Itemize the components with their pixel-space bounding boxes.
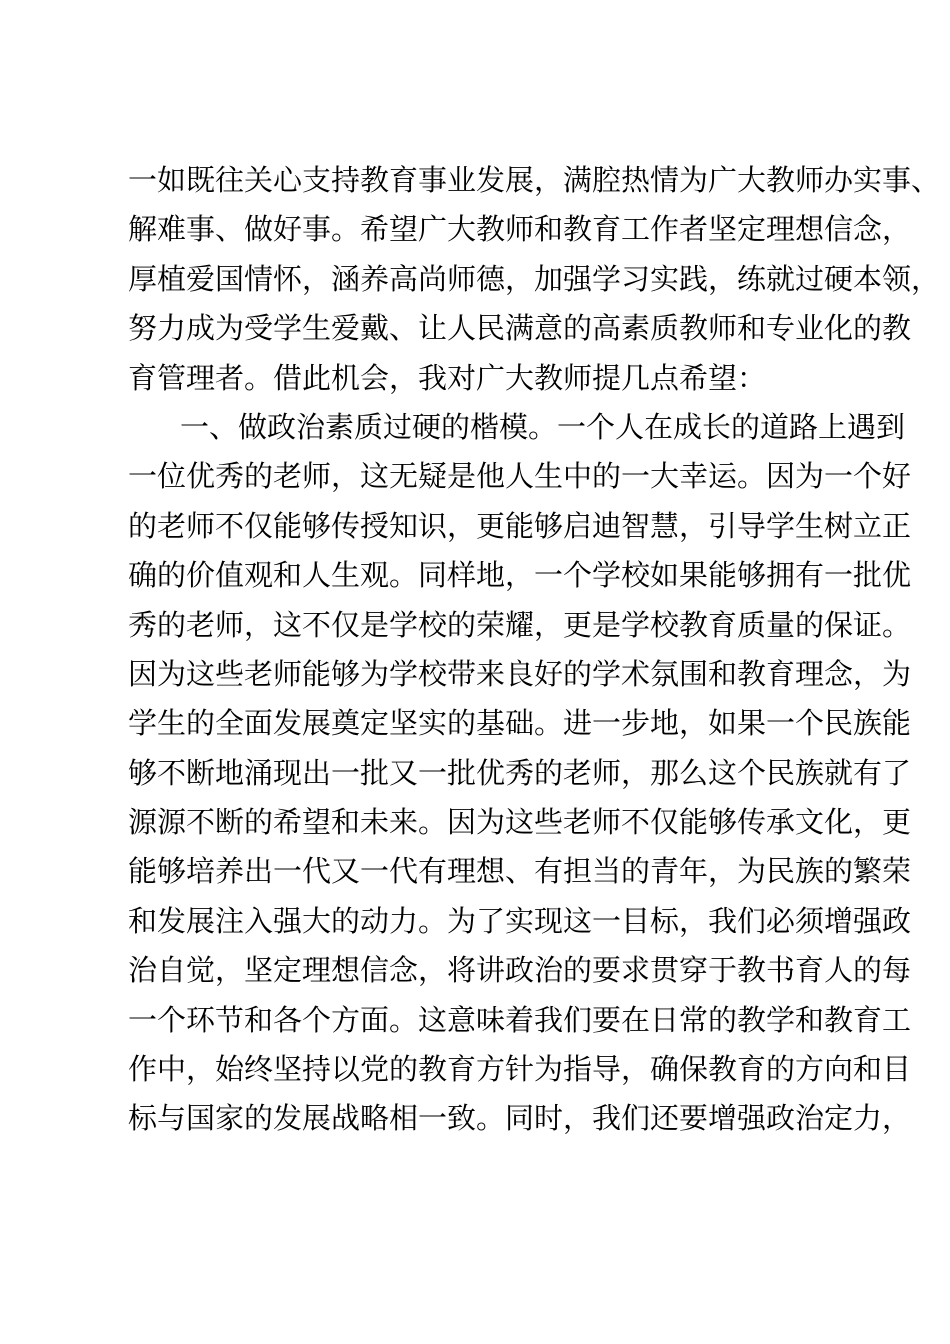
text-line: 能够培养出一代又一代有理想、有担当的青年，为民族的繁荣 [128,854,912,889]
text-line: 一位优秀的老师，这无疑是他人生中的一大幸运。因为一个好 [128,459,912,494]
text-line: 解难事、做好事。希望广大教师和教育工作者坚定理想信念， [128,212,912,247]
text-line: 育管理者。借此机会，我对广大教师提几点希望： [128,360,767,395]
text-line: 标与国家的发展战略相一致。同时，我们还要增强政治定力， [128,1101,912,1136]
text-line: 秀的老师，这不仅是学校的荣耀，更是学校教育质量的保证。 [128,607,912,642]
text-line: 厚植爱国情怀，涵养高尚师德，加强学习实践，练就过硬本领， [128,261,941,296]
text-line: 和发展注入强大的动力。为了实现这一目标，我们必须增强政 [128,903,912,938]
text-line: 一如既往关心支持教育事业发展，满腔热情为广大教师办实事、 [128,163,941,197]
section-heading-line: 一、做政治素质过硬的楷模。一个人在成长的道路上遇到 [180,409,906,444]
text-line: 够不断地涌现出一批又一批优秀的老师，那么这个民族就有了 [128,755,912,790]
text-line: 的老师不仅能够传授知识，更能够启迪智慧，引导学生树立正 [128,508,912,543]
text-line: 学生的全面发展奠定坚实的基础。进一步地，如果一个民族能 [128,706,912,741]
body-text [128,156,941,1144]
text-line: 一个环节和各个方面。这意味着我们要在日常的教学和教育工 [128,1002,912,1037]
text-line: 治自觉，坚定理想信念，将讲政治的要求贯穿于教书育人的每 [128,953,912,988]
text-line: 作中，始终坚持以党的教育方针为指导，确保教育的方向和目 [128,1052,912,1087]
text-line: 因为这些老师能够为学校带来良好的学术氛围和教育理念，为 [128,656,912,691]
text-line: 源源不断的希望和未来。因为这些老师不仅能够传承文化，更 [128,805,912,840]
text-line: 确的价值观和人生观。同样地，一个学校如果能够拥有一批优 [128,558,912,593]
text-line: 努力成为受学生爱戴、让人民满意的高素质教师和专业化的教 [128,311,912,346]
